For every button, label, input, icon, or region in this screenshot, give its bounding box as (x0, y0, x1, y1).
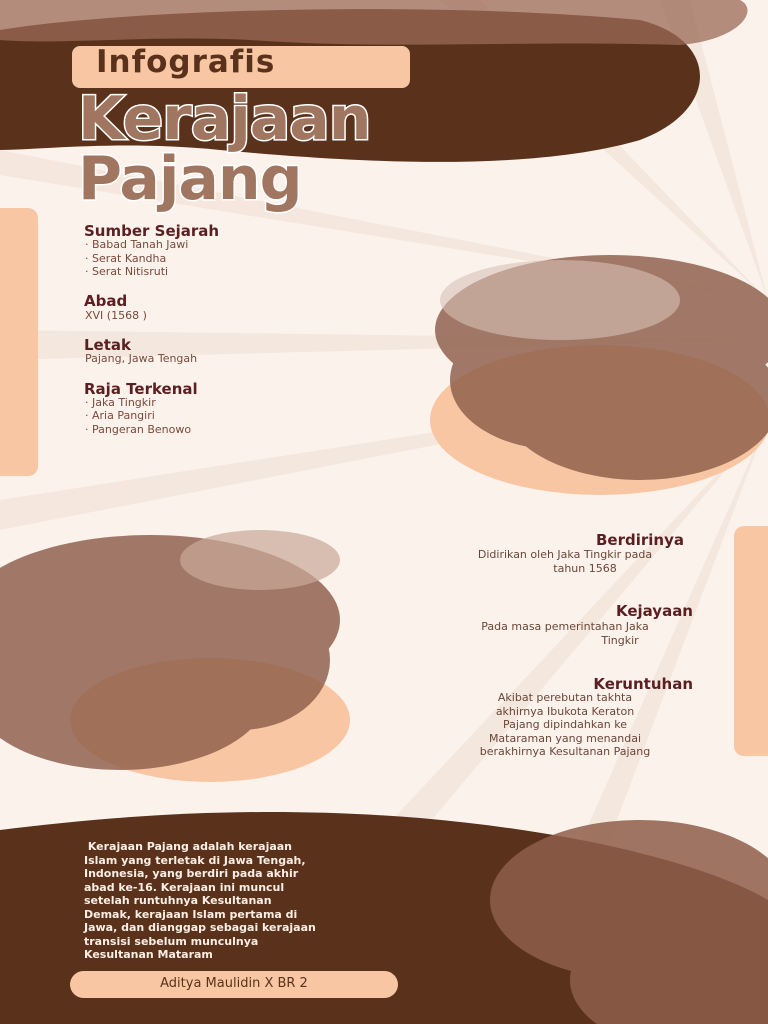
paragraph-line: Kesultanan Mataram (84, 948, 213, 961)
keruntuhan-line: akhirnya Ibukota Keraton (495, 704, 635, 718)
right-side-tab (734, 526, 768, 756)
title-line-1: Kerajaan (78, 84, 371, 154)
infografis-label: Infografis (96, 44, 276, 80)
berdirinya-text (420, 548, 710, 575)
paragraph-line: transisi sebelum munculnya (84, 934, 259, 948)
keruntuhan-heading: Keruntuhan (593, 675, 693, 693)
keruntuhan-line: berakhirnya Kesultanan Pajang (479, 745, 651, 758)
kejayaan-line: Pada masa pemerintahan Jaka (481, 620, 649, 633)
paragraph-line: setelah runtuhnya Kesultanan (84, 894, 272, 907)
letak-heading: Letak (84, 336, 131, 354)
berdirinya-line: tahun 1568 (553, 561, 617, 575)
abad-heading: Abad (84, 292, 128, 310)
letak-value: Pajang, Jawa Tengah (85, 352, 198, 365)
keruntuhan-line: Pajang dipindahkan ke (502, 718, 627, 731)
keruntuhan-line: Mataraman yang menandai (488, 731, 642, 745)
kejayaan-text (420, 620, 710, 647)
description-paragraph (84, 840, 414, 962)
author-name: Aditya Maulidin X BR 2 (160, 976, 308, 991)
berdirinya-heading: Berdirinya (595, 531, 684, 549)
raja-heading: Raja Terkenal (84, 380, 198, 398)
paragraph-line: abad ke-16. Kerajaan ini muncul (84, 880, 285, 894)
paragraph-line: Demak, kerajaan Islam pertama di (84, 907, 298, 921)
title-line-2: Pajang (78, 144, 302, 214)
kejayaan-heading: Kejayaan (615, 602, 693, 620)
raja-item: · Pangeran Benowo (85, 423, 192, 436)
paragraph-line: Islam yang terletak di Jawa Tengah, (84, 853, 306, 867)
sumber-item: · Babad Tanah Jawi (85, 238, 189, 251)
berdirinya-line: Didirikan oleh Jaka Tingkir pada (477, 548, 653, 561)
kejayaan-line: Tingkir (601, 633, 639, 647)
raja-item: · Jaka Tingkir (85, 396, 156, 409)
left-side-tab (0, 208, 38, 476)
paragraph-line: Indonesia, yang berdiri pada akhir (84, 867, 299, 880)
sumber-item: · Serat Kandha (85, 252, 167, 265)
abad-value: XVI (1568 ) (85, 309, 147, 322)
keruntuhan-text (420, 691, 710, 759)
sumber-item: · Serat Nitisruti (85, 265, 169, 278)
raja-item: · Aria Pangiri (85, 409, 155, 422)
paragraph-line: Jawa, dan dianggap sebagai kerajaan (84, 921, 316, 934)
top-watercolor (0, 0, 748, 45)
keruntuhan-line: Akibat perebutan takhta (497, 691, 633, 704)
paragraph-line: Kerajaan Pajang adalah kerajaan (84, 840, 293, 853)
sumber-heading: Sumber Sejarah (84, 222, 220, 240)
